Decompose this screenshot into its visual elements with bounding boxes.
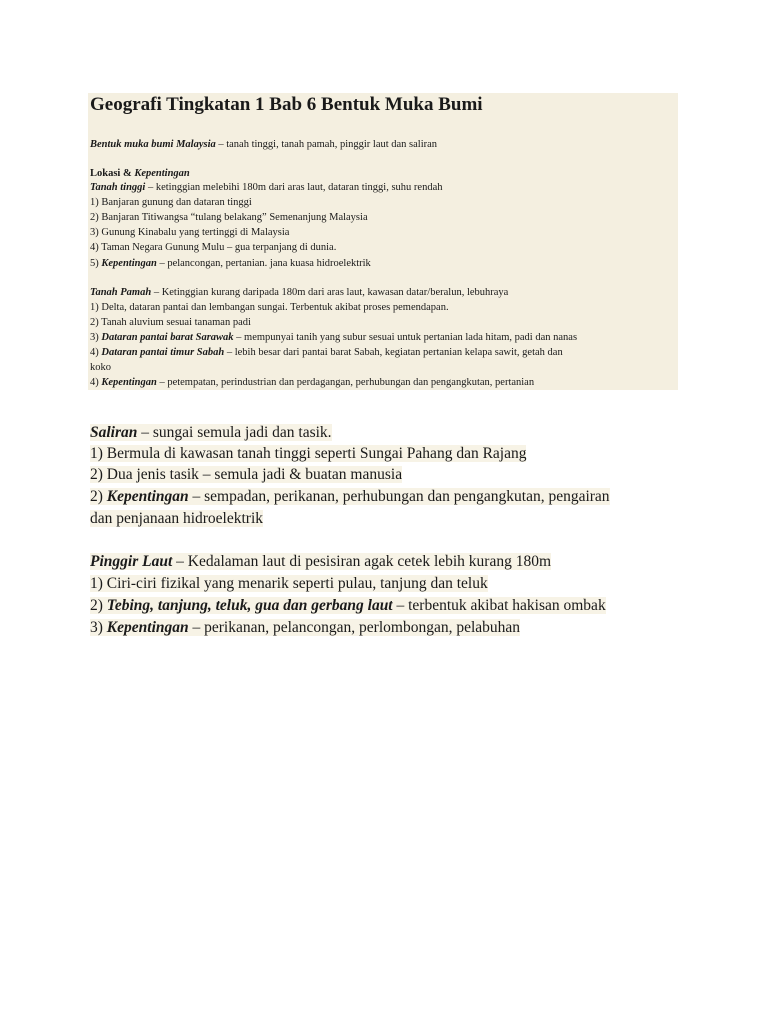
pinggir-laut-item-1: 1) Ciri-ciri fizikal yang menarik seperti pulau, tanjung dan teluk	[90, 575, 488, 592]
tanah-pamah-kepentingan	[90, 376, 534, 390]
tanah-tinggi-line	[90, 181, 443, 195]
pinggir-laut-line	[90, 551, 551, 573]
sarawak-text: – mempunyai tanih yang subur sesuai untuk pertanian lada hitam, padi dan nanas	[233, 332, 578, 343]
kep-prefix: 3)	[90, 619, 107, 636]
sabah-line	[90, 346, 563, 360]
kep-continuation: dan penjanaan hidroelektrik	[90, 510, 264, 527]
lokasi-heading-b: Kepentingan	[134, 168, 190, 179]
list-item: 1) Banjaran gunung dan dataran tinggi	[90, 197, 252, 208]
lokasi-heading-a: Lokasi &	[90, 168, 135, 179]
sarawak-term: Dataran pantai barat Sarawak	[101, 332, 234, 343]
tanah-pamah-text: – Ketinggian kurang daripada 180m dari aras laut, kawasan datar/beralun, lebuhraya	[151, 287, 509, 298]
kep-text: – perikanan, pelancongan, perlombongan, pelabuhan	[188, 619, 521, 636]
sarawak-prefix: 3)	[90, 332, 102, 343]
kep-prefix: 2)	[90, 488, 107, 505]
list-item: 3) Gunung Kinabalu yang tertinggi di Malaysia	[90, 227, 290, 238]
intro-line	[90, 138, 437, 152]
saliran-item-2: 2) Dua jenis tasik – semula jadi & buatan manusia	[90, 466, 403, 483]
saliran-kepentingan-cont	[90, 508, 263, 530]
list-item: 1) Delta, dataran pantai dan lembangan sungai. Terbentuk akibat proses pemendapan.	[90, 302, 449, 313]
sabah-continuation: koko	[90, 362, 111, 373]
pinggir-laut-kepentingan	[90, 617, 520, 639]
lokasi-heading	[90, 167, 190, 181]
kep-prefix: 4)	[90, 377, 102, 388]
list-item: 2) Banjaran Titiwangsa “tulang belakang” Semenanjung Malaysia	[90, 212, 368, 223]
kep-term: Kepentingan	[106, 488, 189, 505]
intro-text: – tanah tinggi, tanah pamah, pinggir laut dan saliran	[215, 139, 438, 150]
kep-term: Kepentingan	[101, 258, 157, 269]
kep-term: Kepentingan	[106, 619, 189, 636]
pinggir-laut-item-2	[90, 597, 606, 614]
saliran-item-1: 1) Bermula di kawasan tanah tinggi seperti Sungai Pahang dan Rajang	[90, 445, 527, 462]
pinggir-laut-kep-highlight	[90, 619, 520, 636]
tanah-pamah-line	[90, 286, 508, 300]
kep-term: Kepentingan	[101, 377, 157, 388]
saliran-text: – sungai semula jadi dan tasik.	[137, 424, 332, 441]
kep-text: – petempatan, perindustrian dan perdagangan, perhubungan dan pengangkutan, pertanian	[156, 377, 535, 388]
saliran-kep-highlight	[90, 488, 610, 505]
sabah-prefix: 4)	[90, 347, 102, 358]
saliran-highlight	[90, 424, 332, 441]
pinggir-laut-term: Pinggir Laut	[90, 553, 173, 570]
tanah-tinggi-kepentingan	[90, 257, 371, 271]
list-item	[90, 464, 402, 486]
sabah-text: – lebih besar dari pantai barat Sabah, kegiatan pertanian kelapa sawit, getah dan	[224, 347, 563, 358]
item-prefix: 2)	[90, 597, 107, 614]
kep-text: – pelancongan, pertanian. jana kuasa hidroelektrik	[156, 258, 371, 269]
item-term: Tebing, tanjung, teluk, gua dan gerbang laut	[106, 597, 393, 614]
saliran-line	[90, 422, 332, 444]
list-item: 4) Taman Negara Gunung Mulu – gua terpanjang di dunia.	[90, 242, 337, 253]
tanah-tinggi-term: Tanah tinggi	[90, 182, 146, 193]
list-item	[90, 443, 526, 465]
page-title: Geografi Tingkatan 1 Bab 6 Bentuk Muka Bumi	[90, 94, 483, 115]
sarawak-line	[90, 331, 577, 345]
saliran-term: Saliran	[90, 424, 138, 441]
sabah-term: Dataran pantai timur Sabah	[101, 347, 225, 358]
item-text: – terbentuk akibat hakisan ombak	[392, 597, 606, 614]
pinggir-laut-text: – Kedalaman laut di pesisiran agak cetek lebih kurang 180m	[172, 553, 552, 570]
list-item	[90, 573, 488, 595]
pinggir-laut-highlight	[90, 553, 551, 570]
tanah-tinggi-text: – ketinggian melebihi 180m dari aras laut, dataran tinggi, suhu rendah	[145, 182, 443, 193]
intro-term: Bentuk muka bumi Malaysia	[90, 139, 216, 150]
list-item	[90, 595, 606, 617]
kep-prefix: 5)	[90, 258, 102, 269]
saliran-kepentingan	[90, 486, 610, 508]
tanah-pamah-term: Tanah Pamah	[90, 287, 152, 298]
kep-text: – sempadan, perikanan, perhubungan dan pengangkutan, pengairan	[188, 488, 610, 505]
list-item: 2) Tanah aluvium sesuai tanaman padi	[90, 317, 251, 328]
